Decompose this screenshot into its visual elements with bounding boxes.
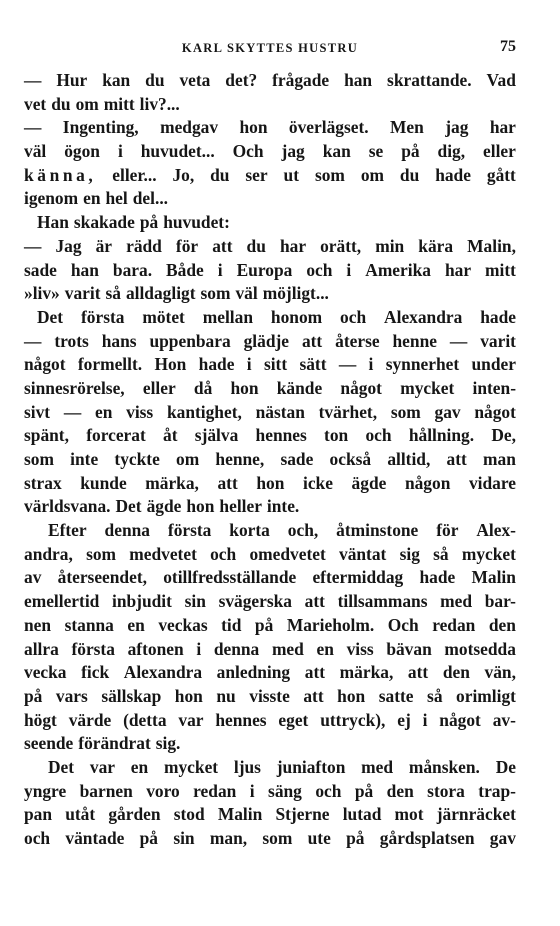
page-number: 75 [500,38,516,55]
running-title: KARL SKYTTES HUSTRU [181,41,359,55]
text-line: sade han bara. Både i Europa och i Amerika har mitt [24,259,516,280]
text-line: strax kunde märka, att hon icke ägde någon vidare [24,472,516,493]
text-line: »liv» varit så alldagligt som väl möjligt... [24,283,329,304]
text-line: väl ögon i huvudet... Och jag kan se på dig, eller [24,141,516,162]
text-line: och väntade på sin man, som ute på gårdsplatsen gav [24,828,516,848]
text-line: på vars sällskap hon nu visste att hon satte så orimligt [24,685,516,706]
text-line: Det första mötet mellan honom och Alexandra hade [37,306,516,327]
text-line: vet du om mitt liv?... [24,93,180,114]
text-line: världsvana. Det ägde hon heller inte. [24,496,300,517]
text-line: seende förändrat sig. [24,733,181,754]
text-line: andra, som medvetet och omedvetet väntat sig så mycket [24,543,516,564]
text-line: högt värde (detta var hennes eget uttryck), ej i något av- [24,709,516,730]
text-line: Han skakade på huvudet: [37,212,230,233]
text-line: — Jag är rädd för att du har orätt, min kära Malin, [24,235,516,256]
text-line: av återseendet, otillfredsställande eftermiddag hade Malin [24,567,516,588]
text-line: sivt — en viss kantighet, nästan tvärhet, som gav något [24,401,516,422]
text-line: sinnesrörelse, eller då hon kände något mycket inten- [24,377,516,398]
text-line: — trots hans uppenbara glädje att återse henne — varit [24,330,516,351]
text-line: Efter denna första korta och, åtminstone för Alex- [48,520,516,541]
text-line: igenom en hel del... [24,188,169,209]
text-line: nen stanna en veckas tid på Marieholm. Och redan den [24,614,516,635]
text-line: något formellt. Hon hade i sitt sätt — i synnerhet under [24,354,516,375]
text-line: spänt, forcerat åt själva hennes ton och hållning. De, [24,425,516,446]
text-line: allra första aftonen i denna med en viss bävan motsedda [24,638,516,659]
text-line: vecka fick Alexandra anledning att märka, att den vän, [24,662,516,683]
text-line: yngre barnen voro redan i säng och på den stora trap- [24,780,516,801]
text-line: emellertid inbjudit sin svägerska att tillsammans med bar- [24,591,516,612]
body-text [24,69,516,851]
text-line: pan utåt gården stod Malin Stjerne lutad mot järnräcket [24,804,516,825]
text-line: som inte tyckte om henne, sade också alltid, att man [24,449,516,469]
text-line: — Ingenting, medgav hon överlägset. Men jag har [24,117,516,138]
text-line: känna, eller... Jo, du ser ut som om du hade gått [24,164,516,185]
text-line: — Hur kan du veta det? frågade han skrattande. Vad [24,70,516,90]
text-line: Det var en mycket ljus juniafton med månsken. De [48,756,516,777]
running-header [24,38,516,58]
